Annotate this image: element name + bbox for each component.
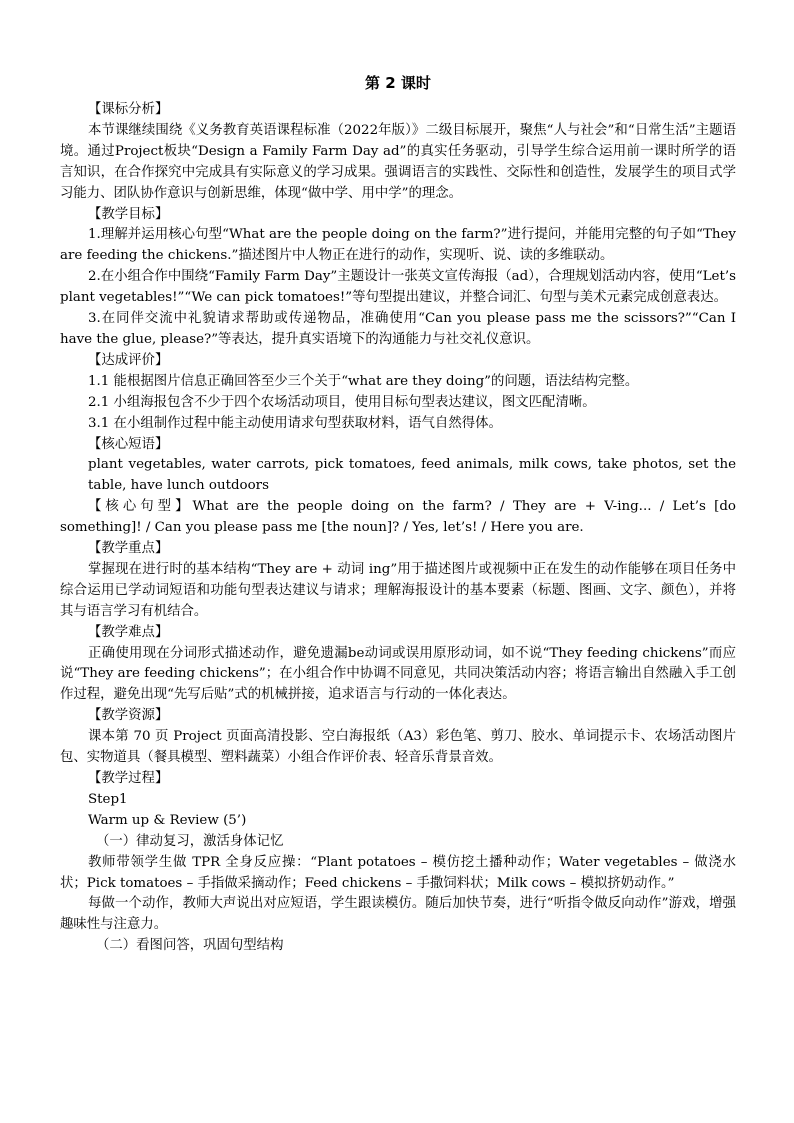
step-label: Step1 [88, 791, 128, 807]
heading-goals: 【教学目标】 [88, 206, 169, 222]
heading-evaluation: 【达成评价】 [88, 352, 169, 368]
resources-paragraph: 课本第 70 页 Project 页面高清投影、空白海报纸（A3）彩色笔、剪刀、胶水、单词提示卡、农场活动图片包、实物道具（餐具模型、塑料蔬菜）小组合作评价表、轻音乐背景音效。 [60, 729, 736, 766]
lesson-title: 第 2 课时 [365, 74, 431, 92]
sentences-text: What are the people doing on the farm? / They are + V-ing... / Let’s [do something]! / Can you please pass me [the noun]? / Yes, let’s! / Here you are. [60, 499, 736, 536]
heading-sentences: 【核心句型】 [88, 499, 193, 515]
step-title: Warm up & Review (5’) [88, 812, 247, 828]
goal-item: 1.理解并运用核心句型“What are the people doing on the farm?”进行提问，并能用完整的句子如“They are feeding the chickens.”描述图片中人物正在进行的动作，实现听、说、读的多维联动。 [60, 227, 736, 264]
subsection-heading: （二）看图问答，巩固句型结构 [96, 938, 284, 954]
difficulty-paragraph: 正确使用现在分词形式描述动作，避免遗漏be动词或误用原形动词，如不说“They feeding chickens”而应说“They are feeding chickens”；在小组合作中协调不同意见，共同决策活动内容；将语言输出自然融入手工创作过程，避免出现“先写后贴”式的机械拼接，追求语言与行动的一体化表达。 [60, 645, 736, 703]
heading-phrases: 【核心短语】 [88, 436, 169, 452]
document-page [60, 70, 736, 957]
heading-resources: 【教学资源】 [88, 708, 169, 724]
process-paragraph: 教师带领学生做 TPR 全身反应操：“Plant potatoes – 模仿挖土播种动作；Water vegetables – 做浇水状；Pick tomatoes – 手指做采摘动作；Feed chickens – 手撒饲料状；Milk cows – 模拟挤奶动作。” [60, 854, 736, 891]
goal-item: 3.在同伴交流中礼貌请求帮助或传递物品，准确使用“Can you please pass me the scissors?”“Can I have the glue, please?”等表达，提升真实语境下的沟通能力与社交礼仪意识。 [60, 311, 736, 347]
sentences-paragraph [60, 497, 736, 539]
heading-difficulty: 【教学难点】 [88, 624, 169, 640]
analysis-paragraph: 本节课继续围绕《义务教育英语课程标准（2022年版）》二级目标展开，聚焦“人与社会”和“日常生活”主题语境。通过Project板块“Design a Family Farm Day ad”的真实任务驱动，引导学生综合运用前一课时所学的语言知识，在合作探究中完成具有实际意义的学习成果。强调语言的实践性、交际性和创造性，发展学生的项目式学习能力、团队协作意识与创新思维，体现“做中学、用中学”的理念。 [60, 122, 736, 201]
heading-analysis: 【课标分析】 [88, 102, 169, 117]
heading-process: 【教学过程】 [88, 771, 169, 786]
evaluation-item: 3.1 在小组制作过程中能主动使用请求句型获取材料，语气自然得体。 [88, 415, 502, 431]
process-paragraph: 每做一个动作，教师大声说出对应短语，学生跟读模仿。随后加快节奏，进行“听指令做反向动作”游戏，增强趣味性与注意力。 [60, 896, 736, 933]
goal-item: 2.在小组合作中围绕“Family Farm Day”主题设计一张英文宣传海报（ad），合理规划活动内容，使用“Let’s plant vegetables!”“We can pick tomatoes!”等句型提出建议，并整合词汇、句型与美术元素完成创意表达。 [60, 269, 736, 306]
key-paragraph: 掌握现在进行时的基本结构“They are + 动词 ing”用于描述图片或视频中正在发生的动作能够在项目任务中综合运用已学动词短语和功能句型表达建议与请求；理解海报设计的基本要素（标题、图画、文字、颜色），并将其与语言学习有机结合。 [60, 561, 736, 619]
evaluation-item: 1.1 能根据图片信息正确回答至少三个关于“what are they doing”的问题，语法结构完整。 [88, 373, 639, 389]
subsection-heading: （一）律动复习，激活身体记忆 [96, 833, 284, 849]
evaluation-item: 2.1 小组海报包含不少于四个农场活动项目，使用目标句型表达建议，图文匹配清晰。 [88, 394, 596, 410]
phrases-text: plant vegetables, water carrots, pick tomatoes, feed animals, milk cows, take photos, set the table, have lunch outdoors [88, 457, 736, 494]
heading-key: 【教学重点】 [88, 541, 169, 557]
